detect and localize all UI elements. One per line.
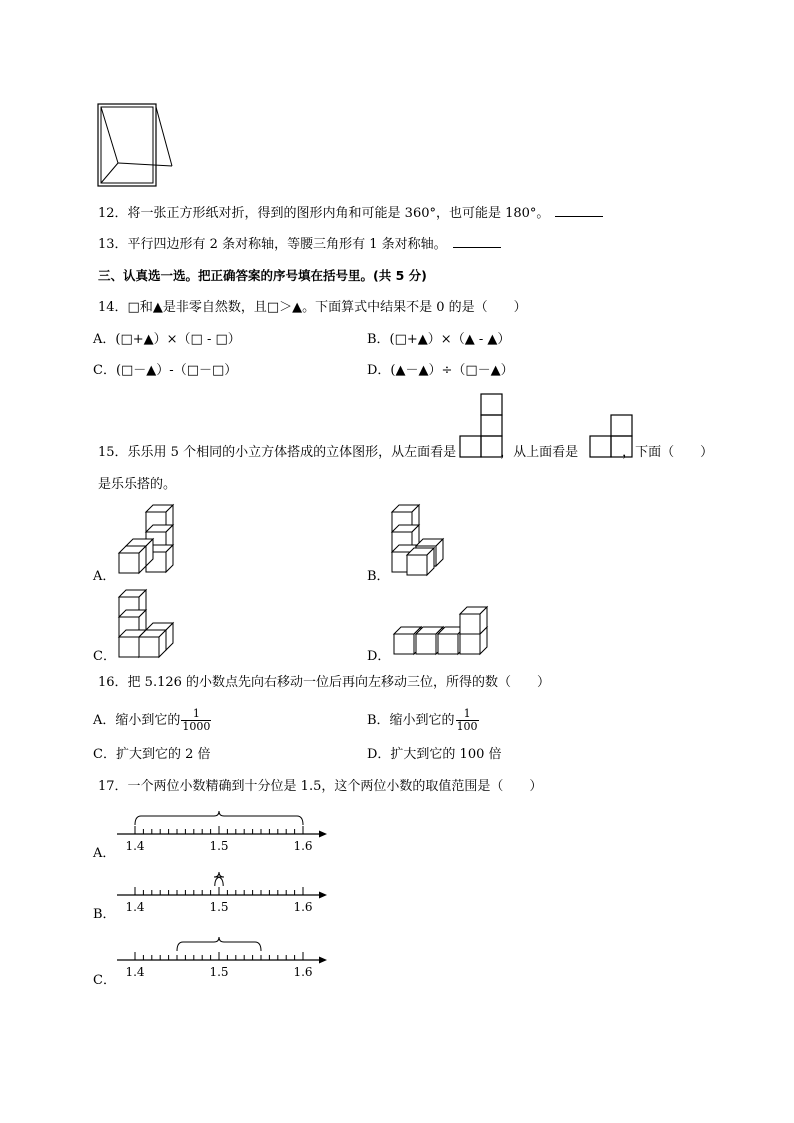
fraction-numerator: 1 xyxy=(181,708,211,721)
tick-label: 1.4 xyxy=(125,900,145,914)
q16-option-a[interactable] xyxy=(93,708,211,733)
question-12-text: 12．将一张正方形纸对折，得到的图形内角和可能是 360°，也可能是 180°。 xyxy=(98,206,550,221)
tick-label: 1.6 xyxy=(293,965,313,979)
q17-number-line-a[interactable] xyxy=(115,812,335,860)
question-13 xyxy=(98,235,501,254)
q17-number-line-c[interactable] xyxy=(115,938,335,986)
folded-paper-figure xyxy=(96,101,176,191)
cube xyxy=(119,546,146,573)
arrow-icon xyxy=(319,892,327,899)
tick-label: 1.4 xyxy=(125,965,145,979)
left-view-figure xyxy=(459,393,503,459)
q17-option-a-label[interactable]: A． xyxy=(93,846,116,861)
q15-option-c-label[interactable]: C． xyxy=(93,649,116,664)
arrow-icon xyxy=(319,957,327,964)
q14-option-d[interactable]: D．(▲－▲）÷（□－▲） xyxy=(367,363,514,378)
cube xyxy=(460,607,487,634)
q14-option-c[interactable]: C．(□－▲）-（□－□） xyxy=(93,363,238,378)
tick-label: 1.6 xyxy=(293,839,313,853)
q16-option-d[interactable]: D．扩大到它的 100 倍 xyxy=(367,747,502,762)
q17-option-b-label[interactable]: B． xyxy=(93,907,116,922)
q17-number-line-b[interactable] xyxy=(115,873,335,921)
top-view-figure xyxy=(589,414,633,459)
arrow-icon xyxy=(319,831,327,838)
range-brace xyxy=(177,937,261,951)
fraction-denominator: 100 xyxy=(456,720,478,733)
question-14-text: 14．□和▲是非零自然数，且□＞▲。下面算式中结果不是 0 的是（ ） xyxy=(98,300,527,315)
tick-label: 1.5 xyxy=(209,965,229,979)
question-17-text: 17．一个两位小数精确到十分位是 1.5，这个两位小数的取值范围是（ ） xyxy=(98,779,543,794)
tick-label: 1.4 xyxy=(125,839,145,853)
q16-option-c[interactable]: C．扩大到它的 2 倍 xyxy=(93,747,211,762)
range-brace xyxy=(135,811,303,825)
q15-option-c-figure[interactable] xyxy=(116,585,186,660)
q16-option-b-prefix: B．缩小到它的 xyxy=(367,713,455,728)
q15-option-b-label[interactable]: B． xyxy=(367,569,390,584)
range-brace xyxy=(214,872,224,886)
q17-option-c-label[interactable]: C． xyxy=(93,973,116,988)
cube xyxy=(139,630,166,657)
question-13-text: 13．平行四边形有 2 条对称轴，等腰三角形有 1 条对称轴。 xyxy=(98,237,447,252)
section-3-title: 三、认真选一选。把正确答案的序号填在括号里。(共 5 分) xyxy=(98,268,427,283)
q16-option-b[interactable] xyxy=(367,708,479,733)
tick-label: 1.5 xyxy=(209,900,229,914)
fraction-numerator: 1 xyxy=(456,708,479,721)
question-16-text: 16．把 5.126 的小数点先向右移动一位后再向左移动三位，所得的数（ ） xyxy=(98,675,551,690)
answer-blank-12[interactable] xyxy=(555,204,603,217)
fraction-1-1000 xyxy=(181,708,211,733)
fraction-denominator: 1000 xyxy=(182,720,211,733)
q14-option-b[interactable]: B．(□+▲）×（▲ - ▲） xyxy=(367,332,511,347)
q15-option-a-figure[interactable] xyxy=(116,500,186,580)
tick-label: 1.6 xyxy=(293,900,313,914)
q15-text-part2: ，从上面看是 xyxy=(500,445,579,460)
tick-label: 1.5 xyxy=(209,839,229,853)
fraction-1-100 xyxy=(456,708,479,733)
q15-option-d-figure[interactable] xyxy=(392,603,492,660)
q15-option-d-label[interactable]: D． xyxy=(367,649,391,664)
q15-option-a-label[interactable]: A． xyxy=(93,569,116,584)
q15-text-line2: 是乐乐搭的。 xyxy=(98,477,177,492)
answer-blank-13[interactable] xyxy=(453,235,501,248)
q16-option-a-prefix: A．缩小到它的 xyxy=(93,713,181,728)
q15-text-part3: ，下面（ ） xyxy=(622,445,714,460)
q14-option-a[interactable]: A．(□+▲）×（□ - □） xyxy=(93,332,241,347)
q15-option-b-figure[interactable] xyxy=(389,500,459,580)
cube xyxy=(407,548,434,575)
q15-text-part1: 15．乐乐用 5 个相同的小立方体搭成的立体图形，从左面看是 xyxy=(98,445,457,460)
question-12 xyxy=(98,204,603,223)
